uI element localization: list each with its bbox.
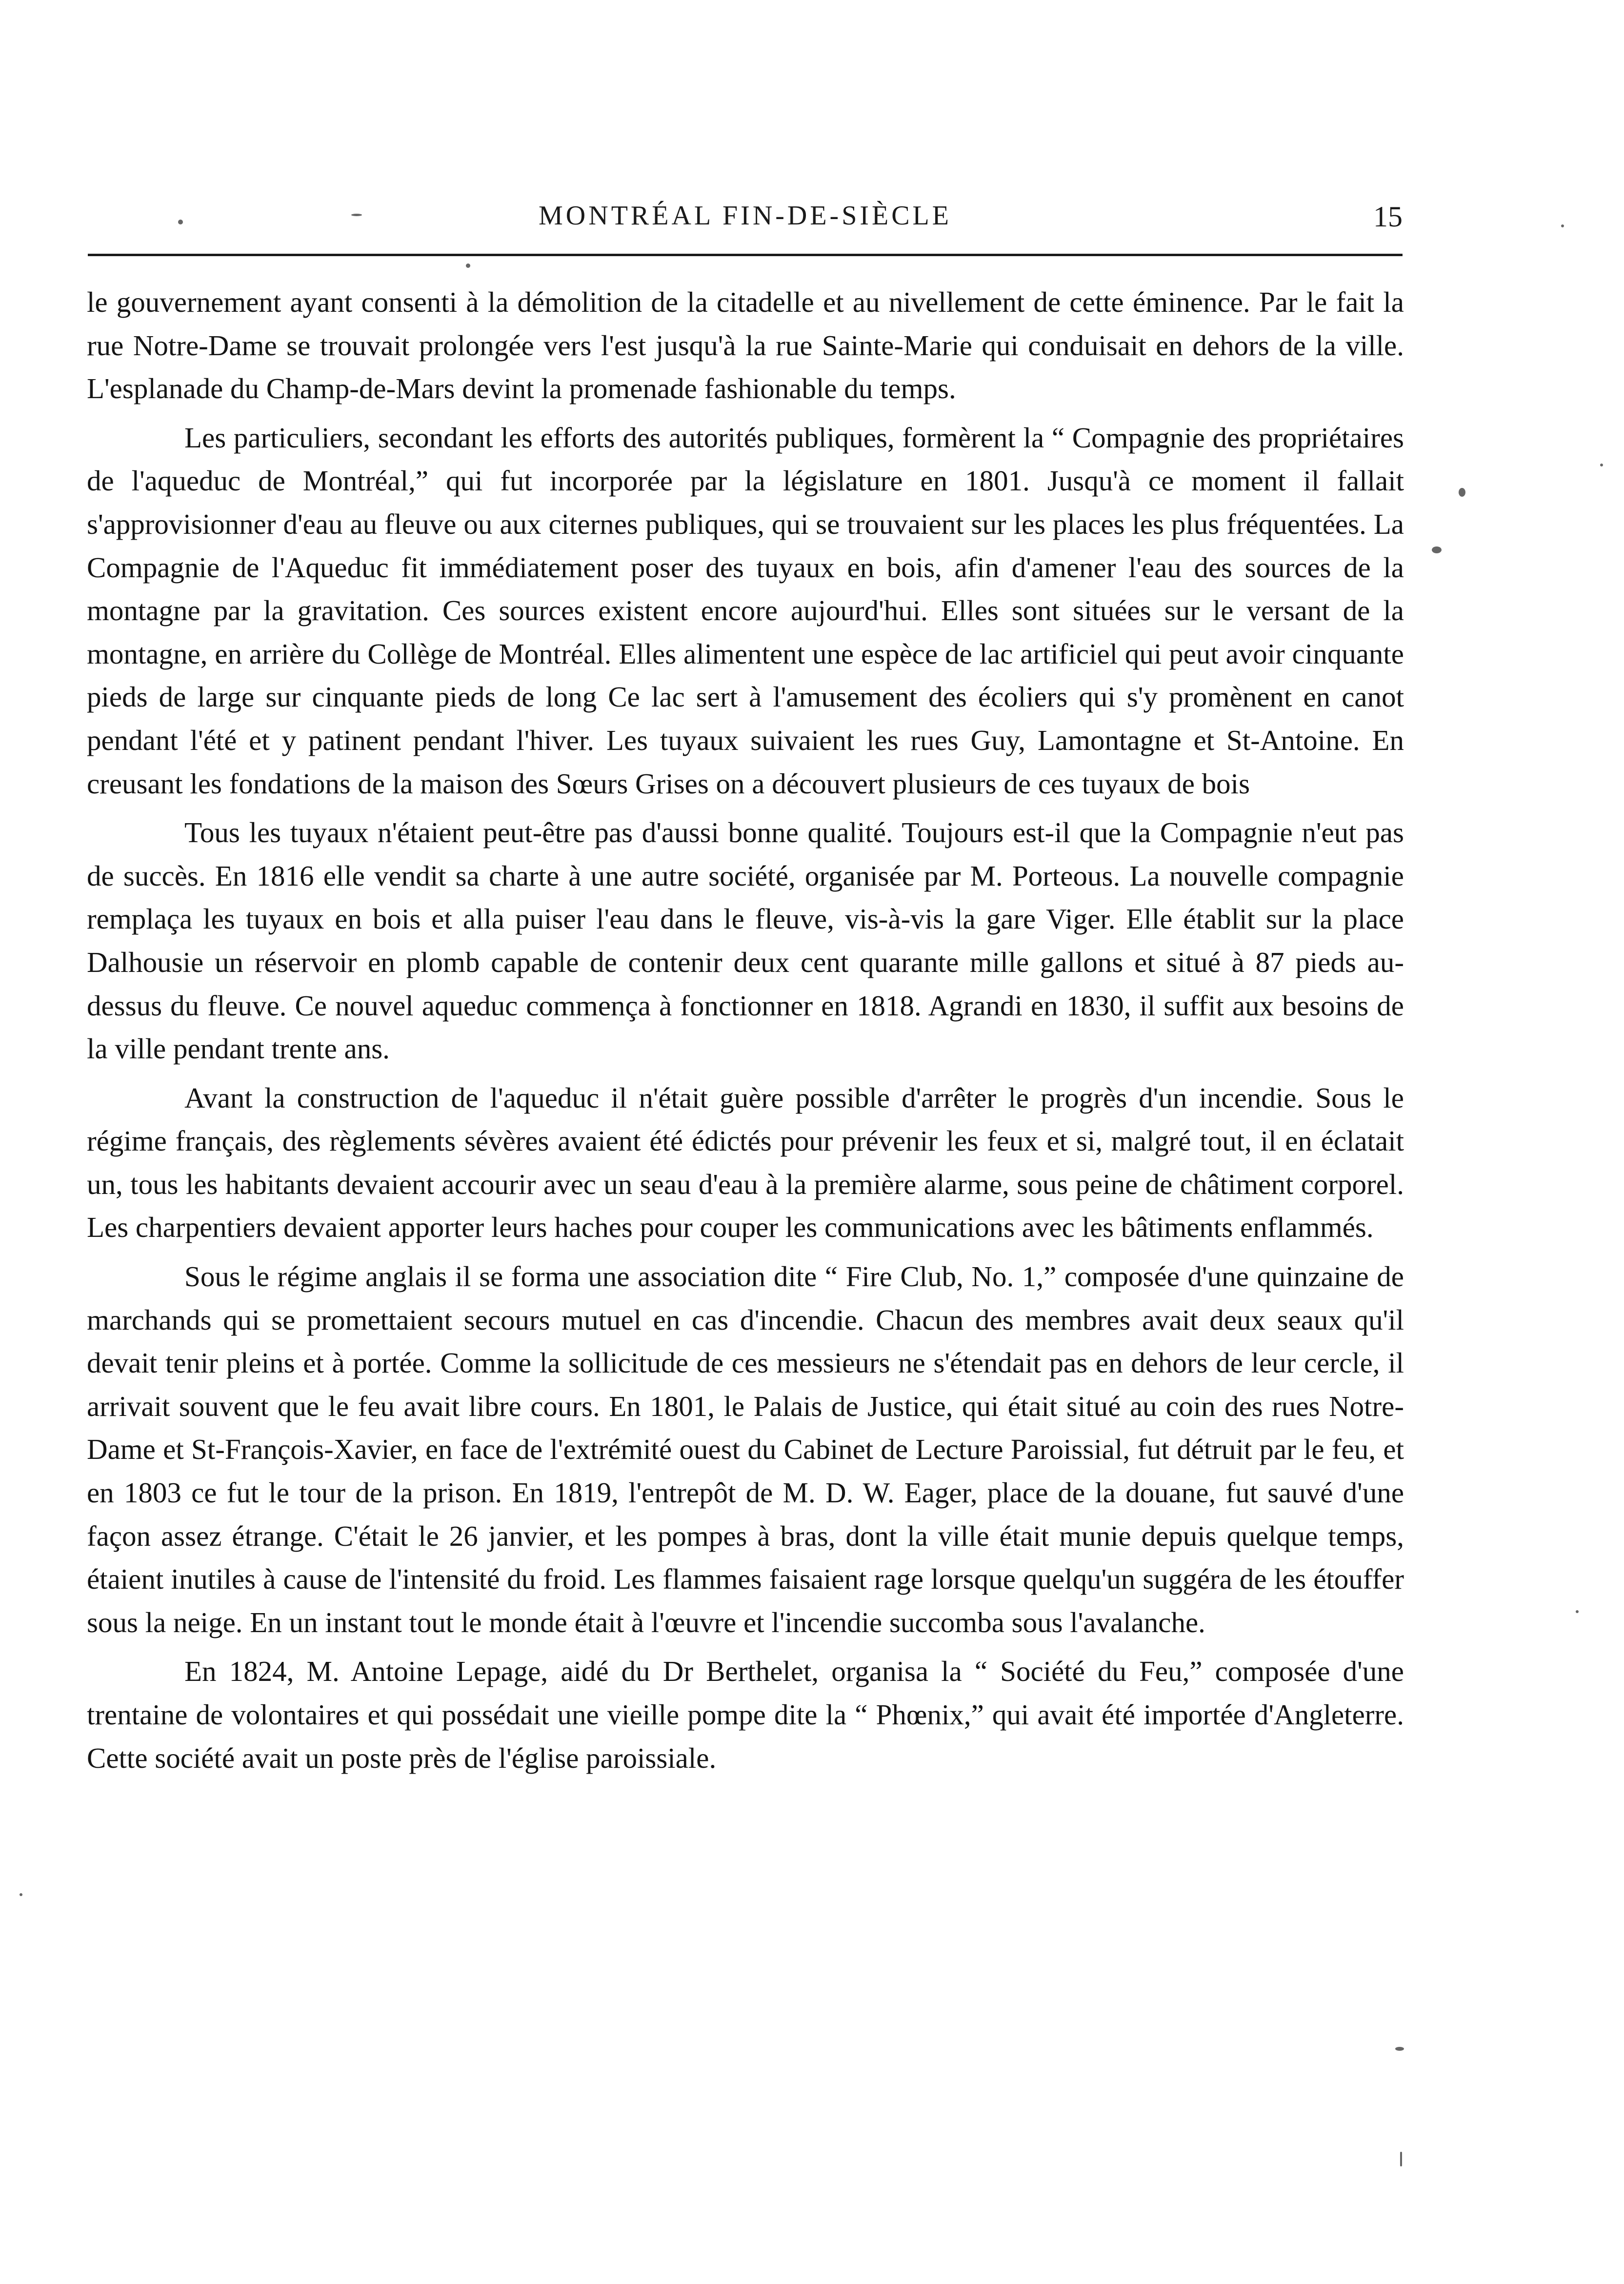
paragraph-societe-du-feu: En 1824, M. Antoine Lepage, aidé du Dr Berthelet, organisa la “ Société du Feu,” composée d'une trentaine de volontaires et qui possédait une vieille pompe dite la “ Phœnix,” qui avait été importée d'Angleterre. Cette société avait un poste près de l'église paroissiale. [87,1655,1404,1774]
scan-speck [466,263,470,268]
running-header [88,200,1403,239]
scan-speck [351,214,362,216]
paragraph-incendie: Avant la construction de l'aqueduc il n'était guère possible d'arrêter le progrès d'un incendie. Sous le régime français, des règlements sévères avaient été édictés pour prévenir les feux et si, malgré tout, il en éclatait un, tous les habitants devaient accourir avec un seau d'eau à la première alarme, sous peine de châtiment corporel. Les charpentiers devaient apporter leurs haches pour couper les communications avec les bâtiments enflammés. [87,1081,1404,1244]
paragraph-fire-club: Sous le régime anglais il se forma une association dite “ Fire Club, No. 1,” composée d'une quinzaine de marchands qui se promettaient secours mutuel en cas d'incendie. Chacun des membres avait deux seaux qu'il devait tenir pleins et à portée. Comme la sollicitude de ces messieurs ne s'étendait pas en dehors de leur cercle, il arrivait souvent que le feu avait libre cours. En 1801, le Palais de Justice, qui était situé au coin des rues Notre-Dame et St-François-Xavier, en face de l'extrémité ouest du Cabinet de Lecture Paroissial, fut détruit par le feu, et en 1803 ce fut le tour de la prison. En 1819, l'entrepôt de M. D. W. Eager, place de la douane, fut sauvé d'une façon assez étrange. C'était le 26 janvier, et les pompes à bras, dont la ville était munie depuis quelque temps, étaient inutiles à cause de l'intensité du froid. Les flammes faisaient rage lorsque quelqu'un suggéra de les étouffer sous la neige. En un instant tout le monde était à l'œuvre et l'incendie succomba sous l'avalanche. [87,1260,1404,1638]
scan-speck [1400,2152,1402,2166]
scan-speck [1576,1610,1579,1613]
paragraph-continuation: le gouvernement ayant consenti à la démolition de la citadelle et au nivellement de cette éminence. Par le fait la rue Notre-Dame se trouvait prolongée vers l'est jusqu'à la rue Sainte-Marie qui conduisait en dehors de la ville. L'esplanade du Champ-de-Mars devint la promenade fashionable du temps. [87,286,1404,405]
page-number: 15 [1373,201,1403,233]
scan-speck [1459,488,1465,497]
paragraph-aqueduc: Les particuliers, secondant les efforts des autorités publiques, formèrent la “ Compagnie des propriétaires de l'aqueduc de Montréal,” qui fut incorporée par la législature en 1801. Jusqu'à ce moment il fallait s'approvisionner d'eau au fleuve ou aux citernes publiques, qui se trouvaient sur les places les plus fréquentées. La Compagnie de l'Aqueduc fit immédiatement poser des tuyaux en bois, afin d'amener l'eau des sources de la montagne par la gravitation. Ces sources existent encore aujourd'hui. Elles sont situées sur le versant de la montagne, en arrière du Collège de Montréal. Elles alimentent une espèce de lac artificiel qui peut avoir cinquante pieds de large sur cinquante pieds de long Ce lac sert à l'amusement des écoliers qui s'y promènent en canot pendant l'été et y patinent pendant l'hiver. Les tuyaux suivaient les rues Guy, Lamontagne et St-Antoine. En creusant les fondations de la maison des Sœurs Grises on a découvert plusieurs de ces tuyaux de bois [87,421,1404,800]
scan-speck [1561,224,1564,227]
scan-speck [178,220,183,224]
body-text [87,281,1404,1779]
running-title: MONTRÉAL FIN-DE-SIÈCLE [539,201,952,231]
header-rule [88,254,1403,256]
scan-speck [1395,2047,1404,2051]
scan-speck [1600,464,1603,466]
scan-speck [1432,546,1442,553]
scan-speck [20,1893,22,1896]
paragraph-porteous: Tous les tuyaux n'étaient peut-être pas d'aussi bonne qualité. Toujours est-il que la Compagnie n'eut pas de succès. En 1816 elle vendit sa charte à une autre société, organisée par M. Porteous. La nouvelle compagnie remplaça les tuyaux en bois et alla puiser l'eau dans le fleuve, vis-à-vis la gare Viger. Elle établit sur la place Dalhousie un réservoir en plomb capable de contenir deux cent quarante mille gallons et situé à 87 pieds au-dessus du fleuve. Ce nouvel aqueduc commença à fonctionner en 1818. Agrandi en 1830, il suffit aux besoins de la ville pendant trente ans. [87,816,1404,1065]
